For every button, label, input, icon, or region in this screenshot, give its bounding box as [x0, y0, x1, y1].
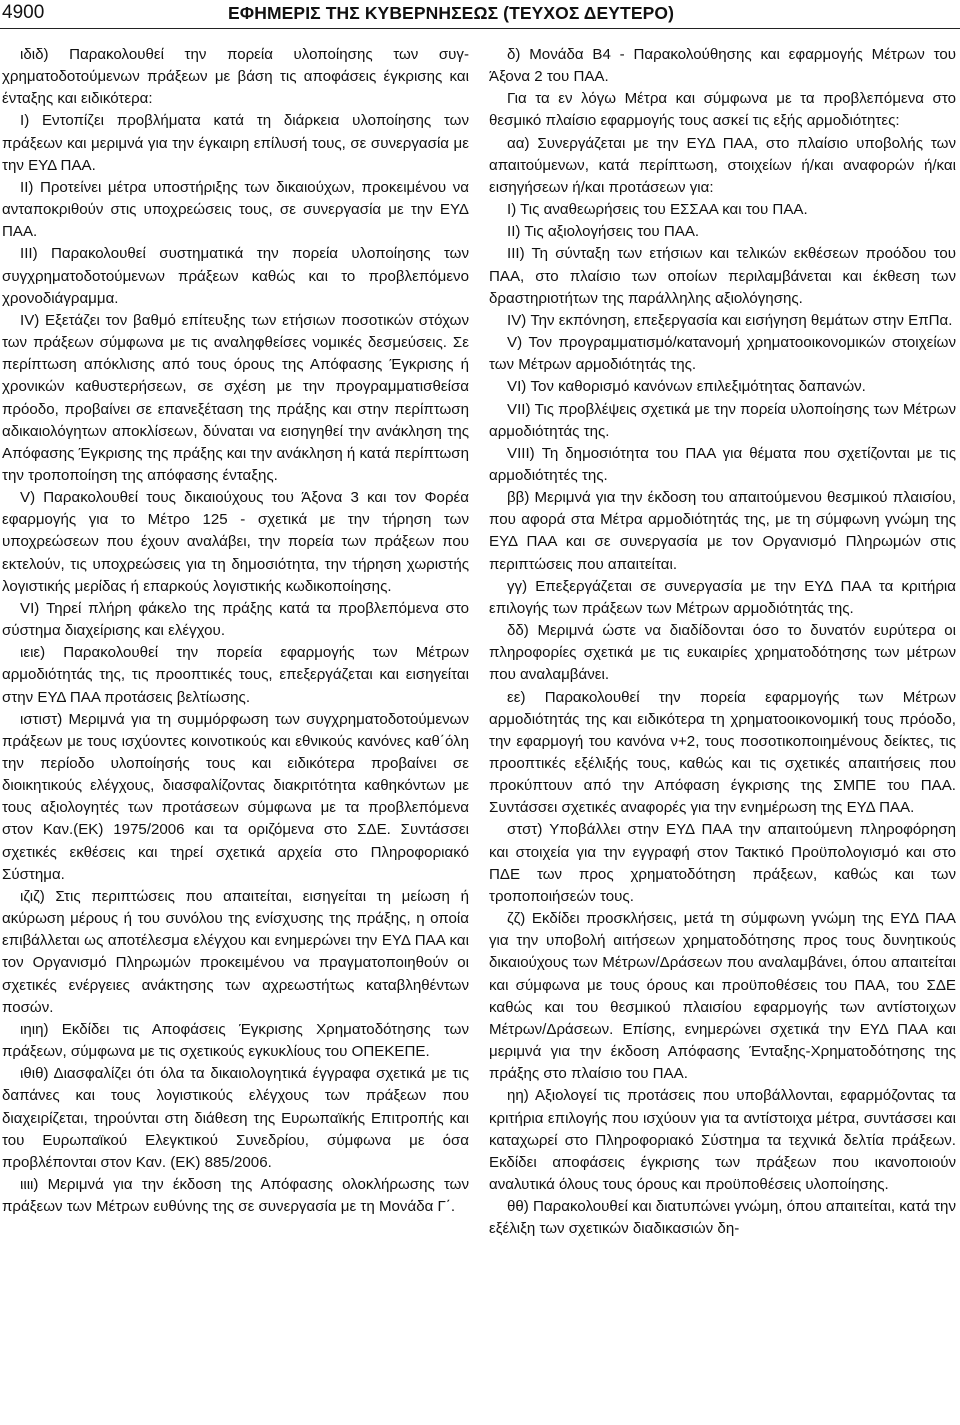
- paragraph: VII) Τις προβλέψεις σχετικά με την πορεία υλοποίησης των Μέτρων αρμοδιότητάς της.: [489, 400, 957, 440]
- paragraph: εε) Παρακολουθεί την πορεία εφαρμογής των Μέτρων αρμοδιότητάς της και ειδικότερα τη χρηματοοικονομική τους πρόοδο, την εφαρμογή του κανόνα ν+2, τους ποσοτικοποιημένους δείκτες, τις προοπτικές εξέλιξής τους, καθώς και τις σχετικές απαιτήσεις που προκύπτουν από την Απόφαση έγκρισης της ΣΜΠΕ του ΠΑΑ. Συντάσσει σχετικές αναφορές για την ενημέρωση της ΕΥΔ ΠΑΑ.: [489, 688, 956, 817]
- paragraph: V) Παρακολουθεί τους δικαιούχους του Άξονα 3 και τον Φορέα εφαρμογής για το Μέτρο 125 - σχετικά με την τήρηση των υποχρεώσεων που έχουν αναλάβει, την πορεία των πράξεων που εκτελούν, τις υποχρεώσεις για τη δημοσιότητα, την τήρηση χωριστής λογιστικής μερίδας ή επαρκούς λογιστικής κωδικοποίησης.: [2, 489, 469, 595]
- paragraph: ιειε) Παρακολουθεί την πορεία εφαρμογής των Μέτρων αρμοδιότητάς της, τις προοπτικές τους, επεξεργάζεται και εισηγείται στην ΕΥΔ ΠΑΑ προτάσεις βελτίωσης.: [2, 644, 469, 706]
- paragraph: ΙΙ) Τις αξιολογήσεις του ΠΑΑ.: [507, 223, 700, 241]
- running-title: ΕΦΗΜΕΡΙΣ ΤΗΣ ΚΥΒΕΡΝΗΣΕΩΣ (ΤΕΥΧΟΣ ΔΕΥΤΕΡΟ): [228, 3, 675, 23]
- paragraph: ιηιη) Εκδίδει τις Αποφάσεις Έγκρισης Χρηματοδότησης των πράξεων, σύμφωνα με τις σχετικούς εγκυκλίους του ΟΠΕΚΕΠΕ.: [2, 1020, 469, 1061]
- paragraph: VI) Τηρεί πλήρη φάκελο της πράξης κατά τα προβλεπόμενα στο σύστημα διαχείρισης και ελέγχου.: [2, 599, 469, 640]
- paragraph: θθ) Παρακολουθεί και διατυπώνει γνώμη, όπου απαιτείται, κατά την εξέλιξη των σχετικών διαδικασιών δη-: [489, 1198, 956, 1238]
- paragraph: ΙV) Την εκπόνηση, επεξεργασία και εισήγηση θεμάτων στην ΕπΠα.: [507, 311, 953, 329]
- paragraph: Για τα εν λόγω Μέτρα και σύμφωνα με τα προβλεπόμενα στο θεσμικό πλαίσιο εφαρμογής τους ασκεί τις εξής αρμοδιότητες:: [489, 90, 956, 130]
- paragraph: ιστιστ) Μεριμνά για τη συμμόρφωση των συγχρηματοδοτούμενων πράξεων με τους ισχύοντες κοινοτικούς και εθνικούς κανόνες καθ΄όλη την περίοδο υλοποίησής τους και ειδικότερα προβαίνει σε διοικητικούς ελέγχους, διασφαλίζοντας διακριτότητα καθηκόντων με τους αξιολογητές των προτάσεων σύμφωνα με τα προβλεπόμενα στον Καν.(ΕΚ) 1975/2006 και τα οριζόμενα στο ΣΔΕ. Συντάσσει σχετικές εκθέσεις και τηρεί σχετικά αρχεία στο Πληροφοριακό Σύστημα.: [2, 710, 469, 883]
- page-header: [0, 0, 960, 28]
- paragraph: ιιιι) Μεριμνά για την έκδοση της Απόφασης ολοκλήρωσης των πράξεων των Μέτρων ευθύνης της σε συνεργασία με τη Μονάδα Γ΄.: [2, 1175, 469, 1216]
- paragraph: Ι) Τις αναθεωρήσεις του ΕΣΣΑΑ και του ΠΑΑ.: [507, 201, 808, 219]
- right-text-column: [489, 44, 956, 1240]
- paragraph: VIII) Τη δημοσιότητα του ΠΑΑ για θέματα που σχετίζονται με τις αρμοδιότητές της.: [489, 444, 956, 484]
- paragraph: γγ) Επεξεργάζεται σε συνεργασία με την ΕΥΔ ΠΑΑ τα κριτήρια επιλογής των πράξεων των Μέτρων αρμοδιότητάς της.: [489, 577, 956, 617]
- paragraph: δδ) Μεριμνά ώστε να διαδίδονται όσο το δυνατόν ευρύτερα οι πληροφορίες σχετικά με τις ευκαιρίες χρηματοδότησης των μέτρων που αναλαμβάνει.: [489, 622, 956, 684]
- paragraph: ΙΙΙ) Παρακολουθεί συστηματικά την πορεία υλοποίησης των συγχρηματοδοτούμενων πράξεων καθώς και το προβλεπόμενο χρονοδιάγραμμα.: [2, 245, 469, 307]
- paragraph: Ι) Εντοπίζει προβλήματα κατά τη διάρκεια υλοποίησης των πράξεων και μεριμνά για την έγκαιρη επίλυσή τους, σε συνεργασία με την ΕΥΔ ΠΑΑ.: [2, 112, 469, 174]
- paragraph: ΙV) Εξετάζει τον βαθμό επίτευξης των ετήσιων ποσοτικών στόχων των πράξεων σύμφωνα με τις αναληφθείσες νομικές δεσμεύσεις. Σε περίπτωση απόκλισης από τους όρους της Απόφασης Έγκρισης ή χρονικών καθυστερήσεων, σε σχέση με την προγραμματισθείσα πρόοδο, προβαίνει σε επανεξέταση της πράξης και στην περίπτωση αδικαιολόγητων αποκλίσεων, δύναται να εισηγηθεί την ανάκληση της Απόφασης Έγκρισης της πράξης και την ανάκληση ή κατά περίπτωση την τροποποίηση της απόφασης ένταξης.: [2, 311, 469, 484]
- paragraph: ιζιζ) Στις περιπτώσεις που απαιτείται, εισηγείται τη μείωση ή ακύρωση μέρους ή του συνόλου της ενίσχυσης της πράξης, η οποία επιβάλλεται ως αποτέλεσμα ελέγχου και ενημερώνει την ΕΥΔ ΠΑΑ και τον Οργανισμό Πληρωμών προκειμένου να πραγματοποιηθούν οι σχετικές ενέργειες ανάκτησης των αχρεωστήτως καταβληθέντων ποσών.: [2, 887, 469, 1016]
- paragraph: αα) Συνεργάζεται με την ΕΥΔ ΠΑΑ, στο πλαίσιο υποβολής των απαιτούμενων, κατά περίπτωση, στοιχείων ή/και αναφορών ή/και εισηγήσεων ή/και προτάσεων για:: [489, 134, 956, 196]
- header-rule: [0, 28, 960, 29]
- paragraph: ββ) Μεριμνά για την έκδοση του απαιτούμενου θεσμικού πλαισίου, που αφορά στα Μέτρα αρμοδιότητάς της, με τη σύμφωνη γνώμη της ΕΥΔ ΠΑΑ και σε συνεργασία με τον Οργανισμό Πληρωμών στις περιπτώσεις που απαιτείται.: [489, 489, 956, 573]
- paragraph: ηη) Αξιολογεί τις προτάσεις που υποβάλλονται, εφαρμόζοντας τα κριτήρια επιλογής που ισχύουν για τα αντίστοιχα μέτρα, συντάσσει και καταχωρεί στο Πληροφοριακό Σύστημα τα τεχνικά δελτία πράξεων. Εκδίδει αποφάσεις έγκρισης των πράξεων που ικανοποιούν αναλυτικά όλους τους όρους και προϋποθέσεις υλοποίησης.: [489, 1087, 956, 1193]
- paragraph: V) Τον προγραμματισμό/κατανομή χρηματοοικονομικών στοιχείων των Μέτρων αρμοδιότητάς της.: [489, 334, 956, 374]
- paragraph: ζζ) Εκδίδει προσκλήσεις, μετά τη σύμφωνη γνώμη της ΕΥΔ ΠΑΑ για την υποβολή αιτήσεων χρηματοδότησης προς τους δυνητικούς δικαιούχους των Μέτρων/Δράσεων που αναλαμβάνει, όπου απαιτείται και σύμφωνα με τους όρους και προϋποθέσεις του ΠΑΑ, του ΣΔΕ καθώς και του θεσμικού πλαισίου εφαρμογής των αντίστοιχων Μέτρων/Δράσεων. Επίσης, ενημερώνει σχετικά την ΕΥΔ ΠΑΑ και μεριμνά για την έκδοση Απόφασης Ένταξης-Χρηματοδότησης της πράξης στο πλαίσιο του ΠΑΑ.: [489, 910, 956, 1083]
- paragraph: ιδιδ) Παρακολουθεί την πορεία υλοποίησης των συγχρηματοδοτούμενων πράξεων με βάση τις αποφάσεις έγκρισης και ένταξης και ειδικότερα:: [2, 46, 469, 108]
- page-number: 4900: [2, 2, 45, 23]
- left-text-column: [2, 44, 469, 1218]
- paragraph: δ) Μονάδα Β4 - Παρακολούθησης και εφαρμογής Μέτρων του Άξονα 2 του ΠΑΑ.: [489, 46, 956, 86]
- paragraph: VI) Τον καθορισμό κανόνων επιλεξιμότητας δαπανών.: [507, 378, 866, 396]
- paragraph: ΙΙ) Προτείνει μέτρα υποστήριξης των δικαιούχων, προκειμένου να ανταποκριθούν στις υποχρεώσεις τους, σε συνεργασία με την ΕΥΔ ΠΑΑ.: [2, 178, 469, 241]
- paragraph: ΙΙΙ) Τη σύνταξη των ετήσιων και τελικών εκθέσεων προόδου του ΠΑΑ, στο πλαίσιο των οποίων περιλαμβάνεται και έκθεση των δραστηριοτήτων της παράλληλης αξιολόγησης.: [489, 245, 956, 307]
- paragraph: ιθιθ) Διασφαλίζει ότι όλα τα δικαιολογητικά έγγραφα σχετικά με τις δαπάνες και τους λογιστικούς ελέγχους των πράξεων που διαχειρίζεται, τηρούνται στη διάθεση της Ευρωπαϊκής Επιτροπής και του Ευρωπαϊκού Ελεγκτικού Συνεδρίου, σύμφωνα με όσα προβλέπονται στον Καν. (ΕΚ) 885/2006.: [2, 1065, 469, 1171]
- paragraph: στστ) Υποβάλλει στην ΕΥΔ ΠΑΑ την απαιτούμενη πληροφόρηση και στοιχεία για την εγγραφή στον Τακτικό Προϋπολογισμό και στο ΠΔΕ των προς χρηματοδότηση πράξεων, καθώς και των τροποποιήσεών τους.: [489, 821, 956, 905]
